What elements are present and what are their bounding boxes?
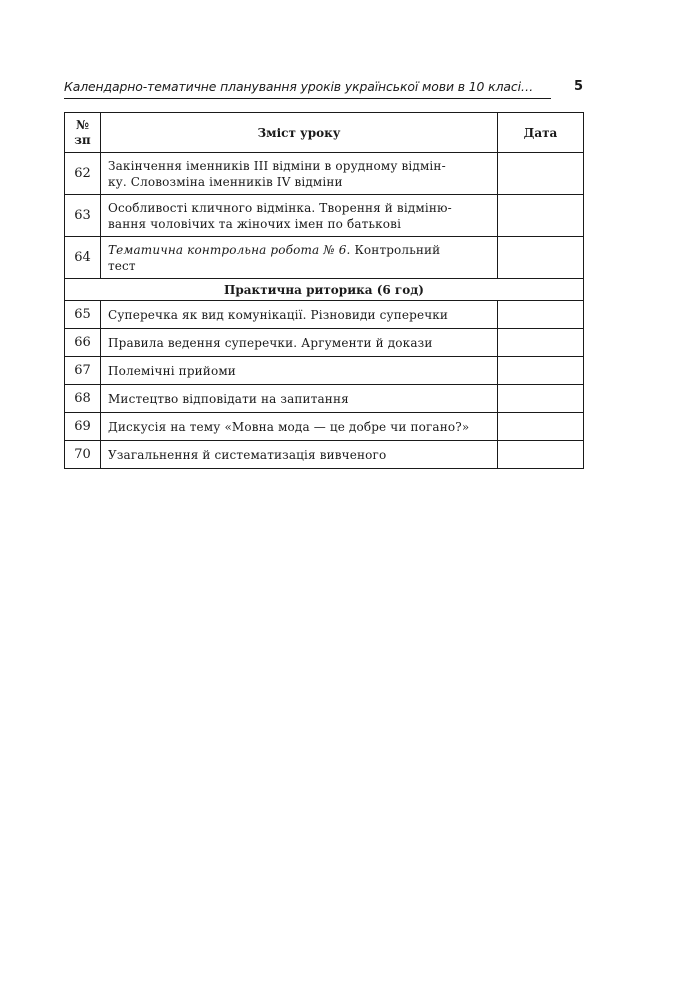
lesson-date-cell [498,385,584,413]
lesson-date-cell [498,153,584,195]
lesson-date-cell [498,357,584,385]
lesson-date-cell [498,441,584,469]
lesson-topic-line: ку. Словозміна іменників IV відміни [108,174,343,189]
lesson-topic: Дискусія на тему «Мовна мода — це добре чи погано?» [101,413,498,441]
lesson-topic: Мистецтво відповідати на запитання [101,385,498,413]
lesson-number: 68 [65,385,101,413]
running-header [64,78,551,99]
lesson-number: 66 [65,329,101,357]
lesson-topic-line [108,242,491,258]
lesson-topic: Суперечка як вид комунікації. Різновиди суперечки [101,301,498,329]
lesson-topic-line: Закінчення іменників ІІІ відміни в орудному відмін- [108,158,446,173]
lesson-topic [101,153,498,195]
table-row [65,329,584,357]
section-title: Практична риторика (6 год) [65,279,584,301]
lesson-topic [101,237,498,279]
column-header-number [65,113,101,153]
lesson-number: 63 [65,195,101,237]
column-header-date: Дата [498,113,584,153]
lesson-topic: Полемічні прийоми [101,357,498,385]
page-number: 5 [574,79,584,94]
lesson-topic: Правила ведення суперечки. Аргументи й докази [101,329,498,357]
lesson-number: 69 [65,413,101,441]
table-row [65,357,584,385]
lesson-number: 67 [65,357,101,385]
table-row [65,195,584,237]
lesson-topic-italic: Тематична контрольна робота № 6. [108,242,351,257]
lesson-topic-line: вання чоловічих та жіночих імен по батькові [108,216,402,231]
lesson-date-cell [498,237,584,279]
lesson-number: 65 [65,301,101,329]
column-header-number-line1: № [75,117,90,132]
table-row [65,385,584,413]
lesson-topic-line: тест [108,258,136,273]
lesson-topic [101,195,498,237]
lesson-topic-line: Особливості кличного відмінка. Творення й відміню- [108,200,452,215]
running-title: Календарно-тематичне планування уроків української мови в 10 класі… [64,79,534,94]
lesson-date-cell [498,195,584,237]
lesson-plan-table [64,112,584,469]
lesson-topic: Узагальнення й систематизація вивченого [101,441,498,469]
table-header-row [65,113,584,153]
lesson-number: 70 [65,441,101,469]
lesson-topic-rest: Контрольний [350,242,441,257]
table-row [65,237,584,279]
lesson-date-cell [498,301,584,329]
lesson-date-cell [498,413,584,441]
table-row [65,441,584,469]
column-header-topic: Зміст уроку [101,113,498,153]
lesson-date-cell [498,329,584,357]
section-row [65,279,584,301]
table-row [65,301,584,329]
table-row [65,413,584,441]
column-header-number-line2: зп [74,132,91,147]
table-row [65,153,584,195]
lesson-number: 64 [65,237,101,279]
lesson-number: 62 [65,153,101,195]
